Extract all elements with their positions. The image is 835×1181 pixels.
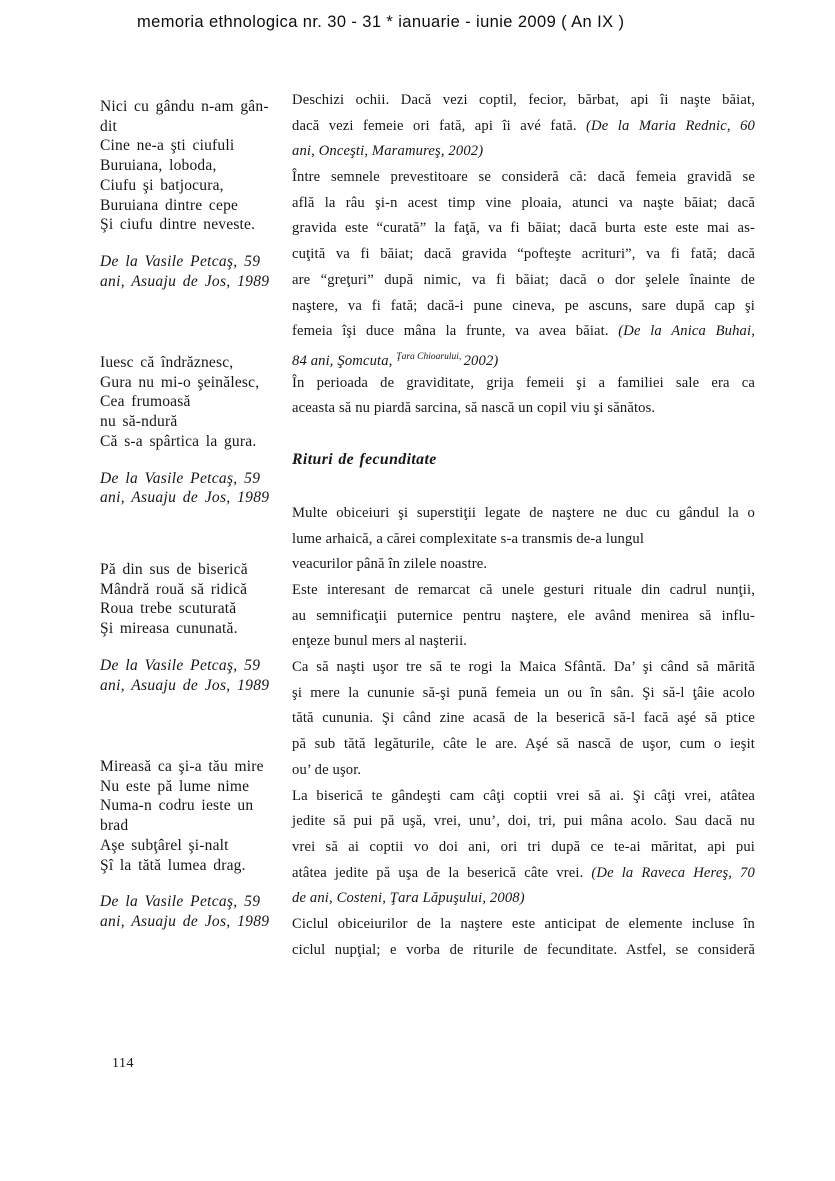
text-segment: gravida este “curată” la faţă, va fi băiat; dacă burta este este mai as- bbox=[292, 220, 755, 237]
text-segment: Între semnele prevestitoare se consideră că: dacă femeia gravidă se bbox=[292, 169, 755, 186]
poem-attribution-line: De la Vasile Petcaş, 59 bbox=[100, 893, 261, 911]
text-segment: (De la Anica Buhai, bbox=[618, 323, 755, 340]
superscript-note: Ţara Chioarului, bbox=[396, 351, 464, 362]
text-segment: ciclul nupţial; e vorba de riturile de fecunditate. Astfel, se consideră bbox=[292, 941, 755, 958]
body-text-line bbox=[292, 139, 755, 165]
poem-line: Nici cu gându n-am gân- bbox=[100, 98, 269, 115]
text-segment: atâtea jedite pă uşa de la beserică câte vrei. bbox=[292, 864, 592, 881]
body-text-line bbox=[292, 294, 755, 320]
poem-line: Buruiana dintre cepe bbox=[100, 196, 239, 214]
poem-line: Că s-a spârtica la gura. bbox=[100, 432, 257, 450]
text-segment: pă sub tătă legăturile, câte le are. Aşé să nască de uşor, cum o ieşit bbox=[292, 736, 755, 753]
poem-line: Numa-n codru ieste un bbox=[100, 797, 254, 815]
body-text-line bbox=[292, 681, 755, 707]
text-segment: aceasta să nu piardă sarcina, să nască un copil viu şi sănătos. bbox=[292, 400, 656, 417]
body-text-line bbox=[292, 732, 755, 758]
poem-line: Cea frumoasă bbox=[100, 393, 191, 411]
poem-line: Şi ciufu dintre neveste. bbox=[100, 216, 256, 234]
poem-line: Aşe subţârel şi-nalt bbox=[100, 836, 229, 854]
text-segment: tătă cununia. Şi când zine acasă de la beserică să-l facă aşé să ptice bbox=[292, 710, 755, 727]
text-segment: 84 ani, Şomcuta, bbox=[292, 352, 397, 369]
text-segment: Ca să naşti uşor tre să te rogi la Maica Sfântă. Da’ şi când să mărită bbox=[292, 659, 755, 676]
poem-attribution-line: ani, Asuaju de Jos, 1989 bbox=[100, 676, 270, 694]
text-segment: cuţită va fi băiat; dacă gravida “pofteşte acrituri”, va fi fată; dacă bbox=[292, 246, 755, 263]
text-segment: are “greţuri” după nimic, va fi băiat; dacă o dor şelele înainte de bbox=[292, 271, 755, 288]
body-text-line bbox=[292, 706, 755, 732]
poem-line: brad bbox=[100, 817, 129, 835]
poem-block-4 bbox=[100, 757, 296, 932]
text-segment: au semnificaţii puternice pentru naştere, ele având menirea să influ- bbox=[292, 607, 755, 624]
body-text-line bbox=[292, 758, 755, 784]
poem-block-3 bbox=[100, 560, 296, 695]
poem-line: dit bbox=[100, 117, 117, 135]
poem-line: Şi mireasa cununată. bbox=[100, 620, 238, 638]
poem-attribution-line: De la Vasile Petcaş, 59 bbox=[100, 656, 261, 674]
text-segment: Este interesant de remarcat că unele gesturi rituale din cadrul nunţii, bbox=[292, 582, 755, 598]
poem-attribution-line: De la Vasile Petcaş, 59 bbox=[100, 252, 261, 270]
body-text-line bbox=[292, 242, 755, 268]
body-text-line bbox=[292, 835, 755, 861]
poem-attribution bbox=[100, 892, 296, 931]
text-segment: şi mere la cununie să-şi pună femeia un ou în sân. Şi să-l ţâie acolo bbox=[292, 684, 755, 701]
body-text-line bbox=[292, 604, 755, 630]
text-segment: La biserică te gândeşti cam câţi coptii vrei să ai. Şi câţi vrei, atâtea bbox=[292, 787, 755, 804]
poem-attribution-line: ani, Asuaju de Jos, 1989 bbox=[100, 272, 270, 290]
poem-line: Roua trebe scuturată bbox=[100, 600, 237, 618]
poem-line: nu să-ndură bbox=[100, 413, 178, 431]
body-text-line bbox=[292, 578, 755, 604]
body-text-line bbox=[292, 191, 755, 217]
text-segment: Deschizi ochii. Dacă vezi coptil, fecior, bărbat, api îi naşte băiat, bbox=[292, 92, 755, 108]
text-segment: veacurilor până în zilele noastre. bbox=[292, 556, 488, 573]
body-text-line bbox=[292, 938, 755, 964]
poem-attribution bbox=[100, 656, 296, 695]
poem-line: Mireasă ca şi-a tău mire bbox=[100, 758, 264, 775]
poem-line: Cine ne-a şti ciufuli bbox=[100, 137, 235, 155]
prose-column bbox=[292, 88, 755, 963]
body-text-line bbox=[292, 809, 755, 835]
prose-paragraphs-top bbox=[292, 88, 755, 422]
journal-header: memoria ethnologica nr. 30 - 31 * ianuarie - iunie 2009 ( An IX ) bbox=[137, 13, 625, 31]
text-segment: 2002) bbox=[463, 352, 499, 369]
poem-line: Iuesc că îndrăznesc, bbox=[100, 354, 234, 371]
poem-line: Gura nu mi-o şeinălesc, bbox=[100, 373, 260, 391]
poem-line: Ciufu şi batjocura, bbox=[100, 176, 224, 194]
body-text-line bbox=[292, 88, 755, 114]
body-text-line bbox=[292, 501, 755, 527]
body-text-line bbox=[292, 527, 755, 553]
section-heading: Rituri de fecunditate bbox=[292, 450, 437, 468]
text-segment: vrei să ai coptii vo doi ani, ori tri după ce te-ai măritat, api pui bbox=[292, 838, 755, 855]
poem-line: Nu este pă lume nime bbox=[100, 777, 250, 795]
text-segment: jedite să pui pă uşă, vrei, unu’, doi, tri, pui mâna acolo. Sau dacă nu bbox=[292, 813, 755, 830]
text-segment: În perioada de graviditate, grija femeii şi a familiei sale era ca bbox=[292, 374, 755, 391]
text-segment: naştere, va fi fată; dacă-i pune cineva, pe ascuns, sare după cap şi bbox=[292, 297, 755, 314]
body-text-line bbox=[292, 886, 755, 912]
body-text-line bbox=[292, 552, 755, 578]
body-text-line bbox=[292, 655, 755, 681]
poem-line: Pă din sus de biserică bbox=[100, 561, 248, 578]
body-text-line bbox=[292, 861, 755, 887]
body-text-line bbox=[292, 345, 755, 371]
body-text-line bbox=[292, 371, 755, 397]
poem-line: Mândră rouă să ridică bbox=[100, 580, 248, 598]
poem-attribution-line: ani, Asuaju de Jos, 1989 bbox=[100, 489, 270, 507]
text-segment: lume arhaică, a cărei complexitate s-a transmis de-a lungul bbox=[292, 530, 645, 547]
body-text-line bbox=[292, 784, 755, 810]
text-segment: femeia îşi duce mâna la frunte, va avea băiat. bbox=[292, 323, 619, 340]
text-segment: ou’ de uşor. bbox=[292, 761, 362, 778]
body-text-line bbox=[292, 912, 755, 938]
poem-line: Şî la tătă lumea drag. bbox=[100, 856, 246, 874]
prose-paragraphs-bottom bbox=[292, 501, 755, 963]
body-text-line bbox=[292, 268, 755, 294]
poem-line: Buruiana, loboda, bbox=[100, 157, 217, 175]
text-segment: de ani, Costeni, Ţara Lăpuşului, 2008) bbox=[292, 890, 525, 907]
body-text-line bbox=[292, 216, 755, 242]
text-segment: află la râu şi-n acest timp vine ploaia, atunci va naşte băiat; dacă bbox=[292, 194, 755, 211]
poem-block-2 bbox=[100, 353, 296, 508]
text-segment: (De la Maria Rednic, 60 bbox=[586, 117, 755, 134]
body-text-line bbox=[292, 165, 755, 191]
text-segment: Multe obiceiuri şi superstiţii legate de naştere ne duc cu gândul la o bbox=[292, 504, 755, 521]
poem-block-1 bbox=[100, 97, 296, 291]
text-segment: ani, Onceşti, Maramureş, 2002) bbox=[292, 143, 484, 160]
poem-attribution bbox=[100, 252, 296, 291]
text-segment: enţeze bunul mers al naşterii. bbox=[292, 633, 468, 650]
body-text-line bbox=[292, 114, 755, 140]
text-segment: (De la Raveca Hereş, 70 bbox=[591, 864, 756, 881]
poem-attribution-line: ani, Asuaju de Jos, 1989 bbox=[100, 912, 270, 930]
body-text-line bbox=[292, 319, 755, 345]
body-text-line bbox=[292, 396, 755, 422]
text-segment: dacă vezi femeie ori fată, api îi avé fată. bbox=[292, 117, 587, 134]
body-text-line bbox=[292, 629, 755, 655]
page-number: 114 bbox=[112, 1056, 134, 1071]
text-segment: Ciclul obiceiurilor de la naştere este anticipat de elemente incluse în bbox=[292, 915, 755, 932]
poem-attribution bbox=[100, 469, 296, 508]
poem-attribution-line: De la Vasile Petcaş, 59 bbox=[100, 469, 261, 487]
